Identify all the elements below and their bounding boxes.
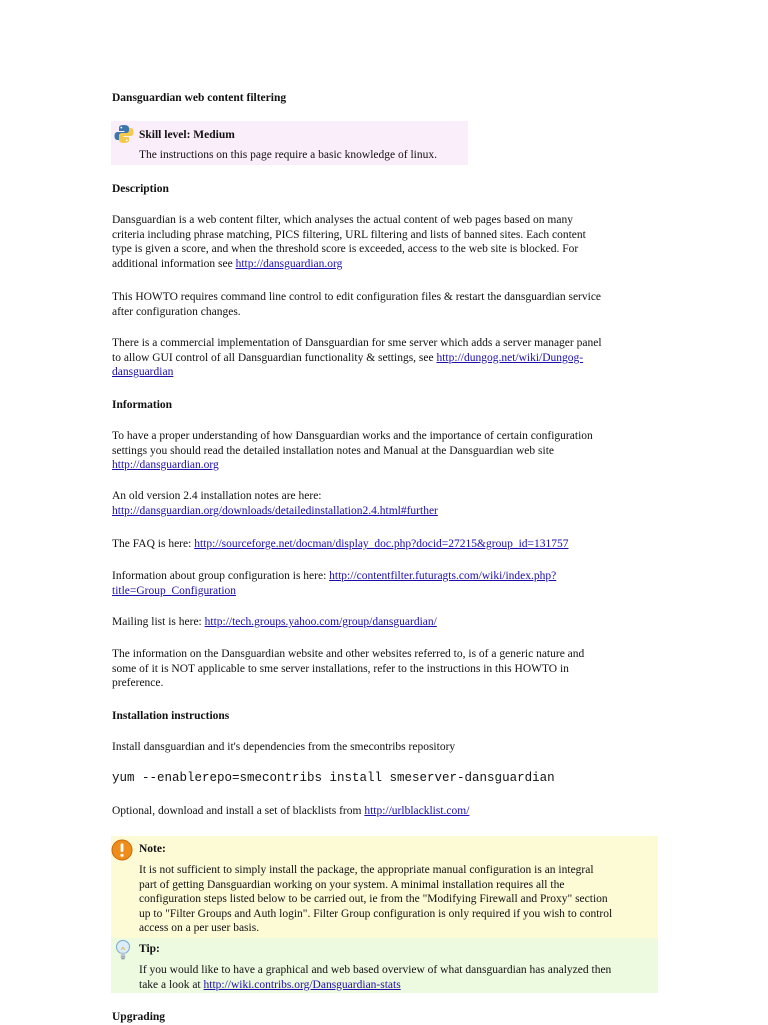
text-line: An old version 2.4 installation notes are here: — [112, 490, 322, 502]
installation-paragraph-1: Install dansguardian and it's dependencies from the smecontribs repository — [112, 741, 456, 753]
dungog-link[interactable]: http://dungog.net/wiki/Dungog- — [436, 351, 584, 364]
text-segment: to allow GUI control of all Dansguardian functionality & settings, see — [112, 351, 437, 364]
text-line: part of getting Dansguardian working on your system. A minimal installation requires all the — [139, 878, 565, 891]
text-line: preference. — [112, 677, 164, 690]
tip-text — [139, 963, 611, 992]
install-command: yum --enablerepo=smecontribs install smeserver-dansguardian — [112, 771, 555, 785]
installation-heading: Installation instructions — [112, 710, 230, 722]
text-line: some of it is NOT applicable to sme server installations, refer to the instructions in this HOWTO in — [112, 662, 569, 675]
text-line: access on a per user basis. — [139, 922, 260, 935]
text-line: To have a proper understanding of how Dansguardian works and the importance of certain configuration — [112, 430, 593, 442]
python-icon — [114, 124, 134, 144]
text-line: There is a commercial implementation of Dansguardian for sme server which adds a server manager panel — [112, 337, 602, 349]
text-line: up to "Filter Groups and Auth login". Filter Group configuration is only required if you wish to control — [139, 907, 613, 920]
installation-paragraph-2 — [112, 804, 469, 819]
text-line: This HOWTO requires command line control to edit configuration files & restart the dansguardian service — [112, 291, 602, 303]
text-segment: The FAQ is here: — [112, 538, 195, 550]
text-line: It is not sufficient to simply install the package, the appropriate manual configuration is an integral — [139, 864, 594, 876]
information-paragraph-4 — [112, 569, 556, 598]
information-paragraph-3 — [112, 537, 569, 552]
skill-level-text: The instructions on this page require a basic knowledge of linux. — [139, 149, 437, 161]
skill-level-title: Skill level: Medium — [139, 129, 235, 141]
description-paragraph-2 — [112, 290, 601, 319]
description-heading: Description — [112, 183, 169, 195]
dansguardian-link[interactable]: http://dansguardian.org — [235, 257, 343, 270]
group-config-link[interactable]: http://contentfilter.futuragts.com/wiki/index.php? — [329, 570, 557, 582]
note-title: Note: — [139, 843, 166, 855]
text-line: Dansguardian is a web content filter, which analyses the actual content of web pages based on many — [112, 214, 573, 226]
text-line: type is given a score, and when the threshold score is exceeded, access to the web site is blocked. For — [112, 243, 579, 256]
note-text — [139, 863, 612, 936]
information-paragraph-5 — [112, 615, 437, 630]
description-paragraph-3 — [112, 336, 602, 380]
text-segment: take a look at — [139, 978, 204, 991]
information-paragraph-2 — [112, 489, 438, 518]
page-title: Dansguardian web content filtering — [112, 92, 287, 104]
lightbulb-icon — [113, 939, 133, 961]
tip-title: Tip: — [139, 943, 160, 955]
warning-icon — [111, 839, 133, 861]
text-segment: Mailing list is here: — [112, 616, 205, 628]
dungog-link-continued[interactable]: dansguardian — [112, 366, 174, 379]
urlblacklist-link[interactable]: http://urlblacklist.com/ — [364, 805, 470, 817]
information-heading: Information — [112, 399, 173, 411]
installation-notes-link[interactable]: http://dansguardian.org/downloads/detailedinstallation2.4.html#further — [112, 504, 438, 517]
group-config-link-continued[interactable]: title=Group_Configuration — [112, 584, 237, 597]
dansguardian-site-link[interactable]: http://dansguardian.org — [112, 459, 219, 472]
text-line: settings you should read the detailed installation notes and Manual at the Dansguardian web site — [112, 444, 555, 457]
upgrading-heading: Upgrading — [112, 1011, 166, 1023]
text-segment: Optional, download and install a set of blacklists from — [112, 805, 365, 817]
text-line: after configuration changes. — [112, 305, 241, 318]
text-line: The information on the Dansguardian website and other websites referred to, is of a generic nature and — [112, 648, 585, 660]
text-line: configuration steps listed below to be carried out, ie from the "Modifying Firewall and Proxy" section — [139, 893, 608, 906]
faq-link[interactable]: http://sourceforge.net/docman/display_doc.php?docid=27215&group_id=131757 — [194, 538, 569, 550]
text-segment: Information about group configuration is here: — [112, 570, 330, 582]
information-paragraph-1 — [112, 429, 593, 473]
text-line: criteria including phrase matching, PICS filtering, URL filtering and lists of banned sites. Each content — [112, 228, 586, 241]
mailing-list-link[interactable]: http://tech.groups.yahoo.com/group/dansguardian/ — [204, 616, 437, 628]
information-paragraph-6 — [112, 647, 584, 691]
description-paragraph-1 — [112, 213, 586, 271]
text-segment: additional information see — [112, 257, 236, 270]
text-line: If you would like to have a graphical and web based overview of what dansguardian has analyzed then — [139, 964, 612, 976]
dansguardian-stats-link[interactable]: http://wiki.contribs.org/Dansguardian-stats — [203, 978, 401, 991]
